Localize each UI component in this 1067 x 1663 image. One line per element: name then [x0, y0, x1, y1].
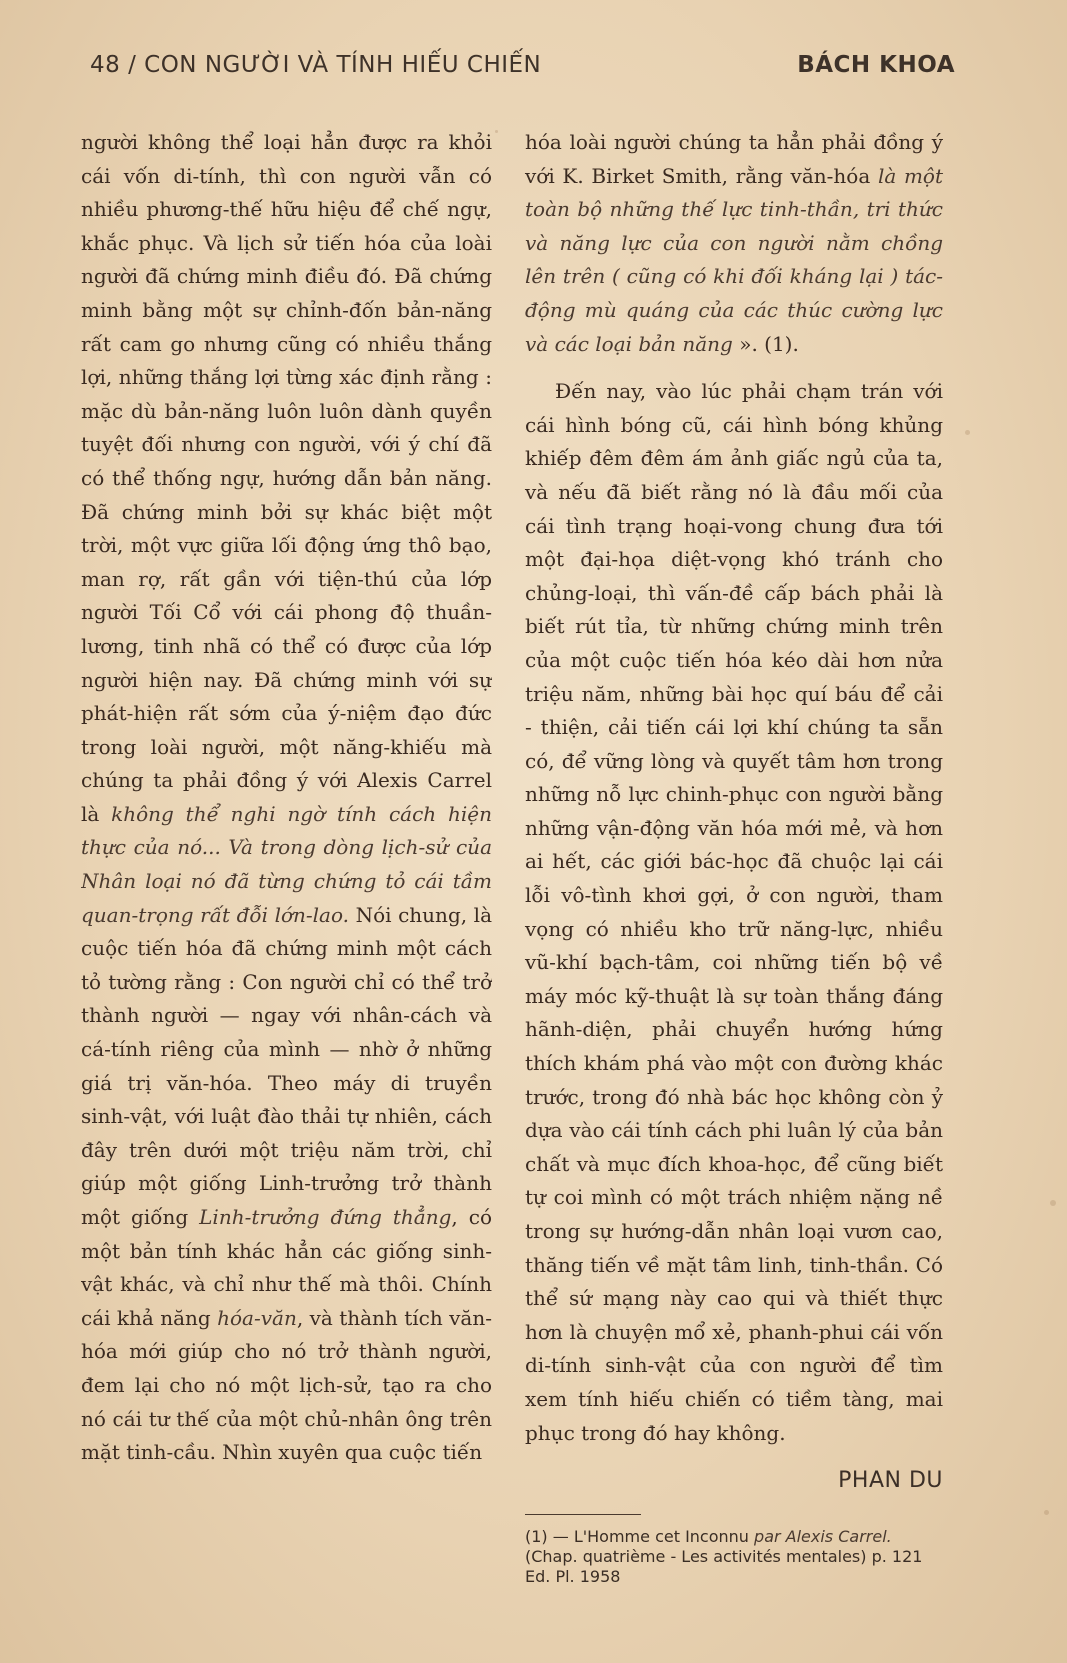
text-run: hóa loài người chúng ta hẳn phải đồng ý với K. Birket Smith, rằng văn-hóa	[525, 130, 943, 188]
author-signature: PHAN DU	[838, 1468, 943, 1494]
paper-spot	[965, 430, 970, 435]
footnote-rule	[525, 1514, 641, 1515]
right-column	[525, 126, 943, 1587]
paper-spot	[1050, 1200, 1056, 1206]
text-run: , có một bản tính khác hẳn các giống sinh-vật khác, và chỉ như thế mà thôi. Chính cái khả năng	[81, 1205, 492, 1330]
paragraph: Đến nay, vào lúc phải chạm trán với cái hình bóng cũ, cái hình bóng khủng khiếp đêm đêm ám ảnh giấc ngủ của ta, và nếu đã biết rằng nó là đầu mối của cái tình trạng hoại-vong chung đưa tới một đại-họa diệt-vọng khó tránh cho chủng-loại, thì vấn-đề cấp bách phải là biết rút tỉa, từ những chứng minh trên của một cuộc tiến hóa kéo dài hơn nửa triệu năm, những bài học quí báu để cải - thiện, cải tiến cái lợi khí chúng ta sẵn có, để vững lòng và quyết tâm hơn trong những nỗ lực chinh-phục con người bằng những vận-động văn hóa mới mẻ, và hơn ai hết, các giới bác-học đã chuộc lại cái lỗi vô-tình khơi gợi, ở con người, tham vọng có nhiều kho trữ năng-lực, nhiều vũ-khí bạch-tâm, coi những tiến bộ về máy móc kỹ-thuật là sự toàn thắng đáng hãnh-diện, phải chuyển hướng hứng thích khám phá vào một con đường khác trước, trong đó nhà bác học không còn ỷ dựa vào cái tính cách phi luân lý của bản chất và mục đích khoa-học, để cũng biết tự coi mình có một trách nhiệm nặng nề trong sự hướng-dẫn nhân loại vươn cao, thăng tiến về mặt tâm linh, tinh-thần. Có thể sứ mạng này cao qui và thiết thực hơn là chuyện mổ xẻ, phanh-phui cái vốn di-tính sinh-vật của con người để tìm xem tính hiếu chiến có tiềm tàng, mai phục trong đó hay không.	[525, 379, 943, 1445]
running-header	[90, 38, 955, 78]
footnote	[525, 1527, 943, 1587]
birket-smith-quote: là một toàn bộ những thế lực tinh-thần, tri thức và năng lực của con người nằm chồng lên trên ( cũng có khi đối kháng lại ) tác-động mù quáng của các thúc cường lực và các loại bản năng	[525, 163, 943, 356]
footnote-author: par Alexis Carrel.	[754, 1526, 892, 1546]
magazine-name: BÁCH KHOA	[797, 52, 955, 78]
carrel-quote: không thể nghi ngờ tính cách hiện thực của nó... Và trong dòng lịch-sử của Nhân loại nó đã từng chứng tỏ cái tầm quan-trọng rất đỗi lớn-lao.	[81, 801, 492, 927]
text-run: Nói chung, là cuộc tiến hóa đã chứng minh một cách tỏ tường rằng : Con người chỉ có thể trở thành người — ngay với nhân-cách và cá-tính riêng của mình — nhờ ở những giá trị văn-hóa. Theo máy di truyền sinh-vật, với luật đào thải tự nhiên, cách đây trên dưới một triệu năm trời, chỉ giúp một giống Linh-trưởng trở thành một giống	[81, 902, 492, 1229]
paragraph	[81, 126, 492, 1470]
hoa-van-term: hóa-văn	[217, 1305, 297, 1330]
paper-spot	[495, 130, 498, 133]
species-term: Linh-trưởng đứng thẳng	[199, 1205, 452, 1229]
text-run: ». (1).	[732, 331, 799, 356]
paper-spot	[1044, 1510, 1049, 1515]
footnote-text: (Chap. quatrième - Les activités mentales) p. 121 Ed. Pl. 1958	[525, 1546, 923, 1586]
text-run: người không thể loại hẳn được ra khỏi cái vốn di-tính, thì con người vẫn có nhiều phương-thế hữu hiệu để chế ngự, khắc phục. Và lịch sử tiến hóa của loài người đã chứng minh điều đó. Đã chứng minh bằng một sự chỉnh-đốn bản-năng rất cam go nhưng cũng có nhiều thắng lợi, những thắng lợi từng xác định rằng : mặc dù bản-năng luôn luôn dành quyền tuyệt đối nhưng con người, với ý chí đã có thể thống ngự, hướng dẫn bản năng. Đã chứng minh bởi sự khác biệt một trời, một vực giữa lối động ứng thô bạo, man rợ, rất gần với tiện-thú của lớp người Tối Cổ với cái phong độ thuần-lương, tinh nhã có thể có được của lớp người hiện nay. Đã chứng minh với sự phát-hiện rất sớm của ý-niệm đạo đức trong loài người, một năng-khiếu mà chúng ta phải đồng ý với Alexis Carrel là	[81, 130, 492, 826]
left-column	[81, 126, 492, 1476]
paragraph	[525, 126, 943, 361]
text-run: , và thành tích văn-hóa mới giúp cho nó trở thành người, đem lại cho nó một lịch-sử, tạo ra cho nó cái tư thế của một chủ-nhân ông trên mặt tinh-cầu. Nhìn xuyên qua cuộc tiến	[81, 1305, 492, 1465]
page-number-and-title: 48 / CON NGƯỜI VÀ TÍNH HIẾU CHIẾN	[90, 52, 542, 78]
footnote-text: (1) — L'Homme cet Inconnu	[525, 1526, 755, 1546]
